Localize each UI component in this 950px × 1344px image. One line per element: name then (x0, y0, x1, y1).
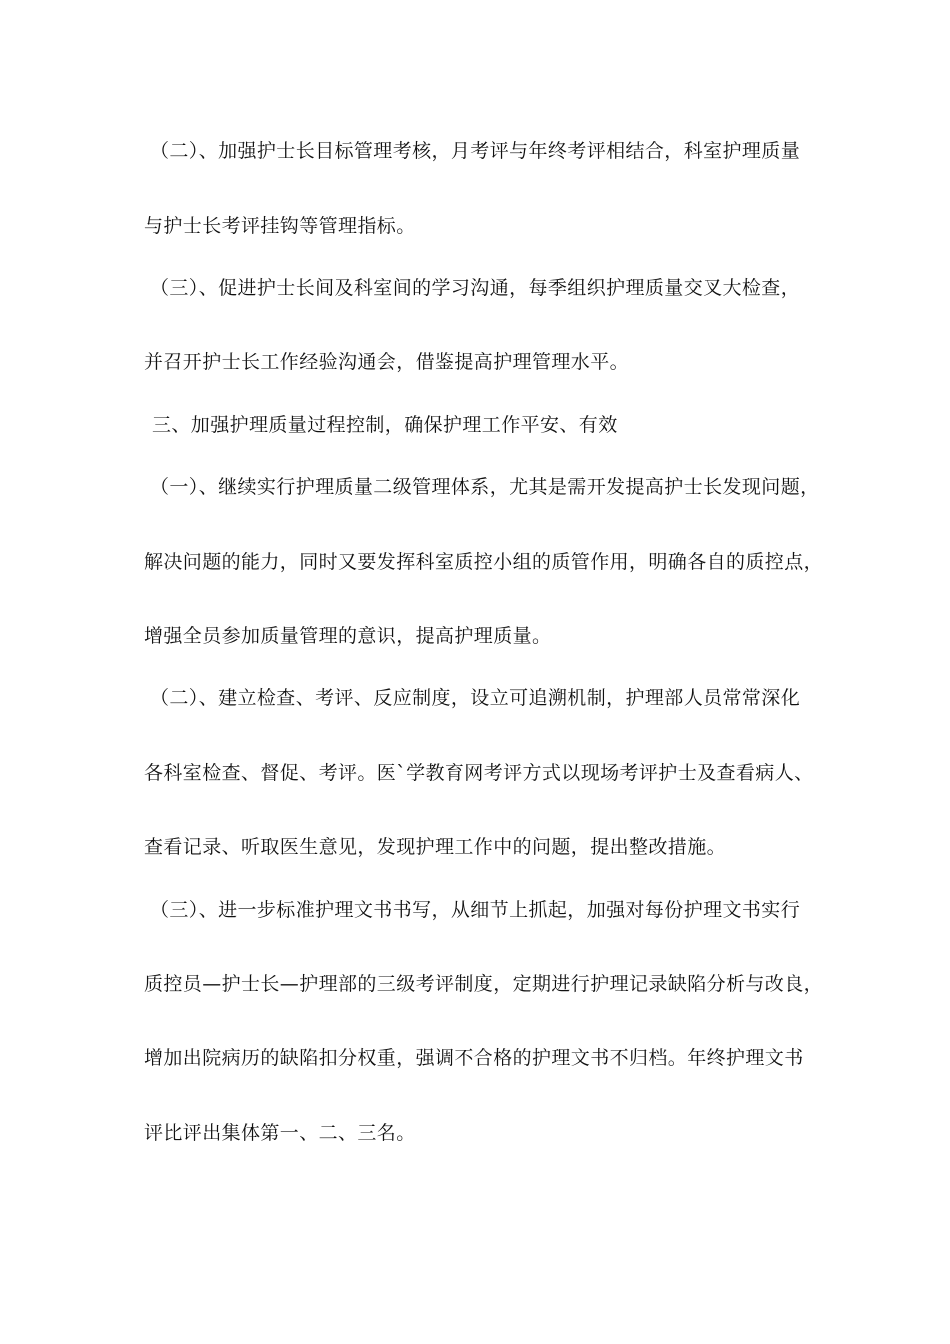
paragraph-line: （二）、建立检查、考评、反应制度，设立可追溯机制，护理部人员常常深化 (150, 687, 801, 709)
paragraph-line: 增强全员参加质量管理的意识，提高护理质量。 (144, 625, 552, 647)
paragraph-line: 解决问题的能力，同时又要发挥科室质控小组的质管作用，明确各自的质控点， (144, 551, 824, 573)
paragraph-line: 并召开护士长工作经验沟通会，借鉴提高护理管理水平。 (144, 351, 630, 373)
paragraph-line: 各科室检查、督促、考评。医`学教育网考评方式以现场考评护士及查看病人、 (144, 762, 814, 784)
paragraph-line: 与护士长考评挂钩等管理指标。 (144, 215, 416, 237)
paragraph-line: 增加出院病历的缺陷扣分权重，强调不合格的护理文书不归档。年终护理文书 (144, 1047, 804, 1069)
paragraph-line: （二）、加强护士长目标管理考核，月考评与年终考评相结合，科室护理质量 (150, 140, 801, 162)
paragraph-line: （三）、促进护士长间及科室间的学习沟通，每季组织护理质量交叉大检查， (150, 277, 801, 299)
paragraph-line: 评比评出集体第一、二、三名。 (144, 1122, 416, 1144)
paragraph-line: （一）、继续实行护理质量二级管理体系，尤其是需开发提高护士长发现问题， (150, 476, 820, 498)
paragraph-line: （三）、进一步标准护理文书书写，从细节上抓起，加强对每份护理文书实行 (150, 899, 801, 921)
paragraph-line: 查看记录、听取医生意见，发现护理工作中的问题，提出整改措施。 (144, 836, 727, 858)
section-heading: 三、加强护理质量过程控制，确保护理工作平安、有效 (152, 414, 618, 436)
paragraph-line: 质控员—护士长—护理部的三级考评制度，定期进行护理记录缺陷分析与改良， (144, 973, 824, 995)
